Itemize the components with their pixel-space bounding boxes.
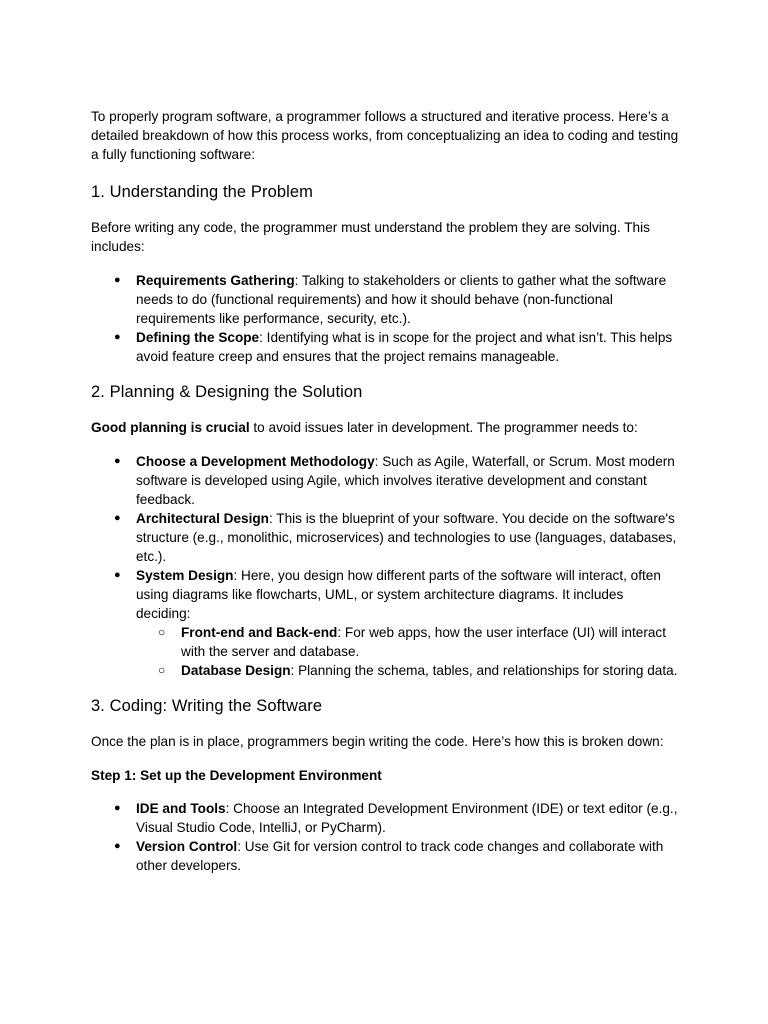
list-item-text: : Identifying what is in scope for the project and what isn’t. This helps avoid feature creep and ensures that the project remains manageable. — [136, 330, 673, 364]
hollow-bullet-icon: ○ — [158, 625, 166, 639]
list-item-term: Defining the Scope — [136, 330, 260, 345]
list-item-text: : Use Git for version control to track code changes and collaborate with other developers. — [136, 839, 664, 873]
list-item — [91, 566, 680, 680]
list-item — [91, 837, 680, 875]
step-heading: Step 1: Set up the Development Environment — [91, 768, 382, 783]
intro-paragraph: To properly program software, a programmer follows a structured and iterative process. Here’s a detailed breakdown of how this process works, from conceptualizing an idea to coding and testing a fully functioning software: — [91, 109, 679, 162]
sub-list-item-term: Front-end and Back-end — [181, 625, 338, 640]
section3-paragraph: Once the plan is in place, programmers begin writing the code. Here’s how this is broken down: — [91, 734, 664, 749]
list-item-text: : Here, you design how different parts of the software will interact, often using diagrams like flowcharts, UML, or system architecture diagrams. It includes deciding: — [136, 568, 661, 621]
sub-list-item — [136, 661, 680, 680]
list-item-term: Architectural Design — [136, 511, 269, 526]
section-heading-understanding: 1. Understanding the Problem — [91, 183, 314, 201]
list-item-term: IDE and Tools — [136, 801, 226, 816]
sub-list — [136, 623, 680, 680]
list-item — [91, 271, 680, 328]
bullet-icon: ● — [114, 569, 121, 581]
sub-list-item-term: Database Design — [181, 663, 291, 678]
section1-paragraph: Before writing any code, the programmer must understand the problem they are solving. This includes: — [91, 220, 650, 254]
list-item-text: : Talking to stakeholders or clients to gather what the software needs to do (functional requirements) and how it should behave (non-functional requirements like performance, security, etc.). — [136, 273, 667, 326]
sub-list-item-text: : For web apps, how the user interface (UI) will interact with the server and database. — [181, 625, 666, 659]
list-item-text: : This is the blueprint of your software. You decide on the software's structure (e.g., monolithic, microservices) and technologies to use (languages, databases, etc.). — [136, 511, 677, 564]
bullet-icon: ● — [114, 331, 121, 343]
bullet-icon: ● — [114, 274, 121, 286]
list-item — [91, 328, 680, 366]
bullet-icon: ● — [114, 840, 121, 852]
section-heading-coding: 3. Coding: Writing the Software — [91, 697, 323, 715]
list-item-text: : Choose an Integrated Development Environment (IDE) or text editor (e.g., Visual Studio Code, IntelliJ, or PyCharm). — [136, 801, 678, 835]
bullet-icon: ● — [114, 802, 121, 814]
section2-paragraph — [91, 418, 680, 437]
section3-list — [91, 799, 680, 875]
sub-list-item — [136, 623, 680, 661]
bullet-icon: ● — [114, 512, 121, 524]
list-item — [91, 799, 680, 837]
list-item — [91, 452, 680, 509]
list-item-term: Choose a Development Methodology — [136, 454, 375, 469]
list-item-term: System Design — [136, 568, 234, 583]
bullet-icon: ● — [114, 455, 121, 467]
section2-paragraph-rest: to avoid issues later in development. The programmer needs to: — [249, 420, 638, 435]
hollow-bullet-icon: ○ — [158, 663, 166, 677]
section1-list — [91, 271, 680, 366]
section2-paragraph-bold: Good planning is crucial — [91, 420, 250, 435]
list-item-term: Requirements Gathering — [136, 273, 295, 288]
list-item-text: : Such as Agile, Waterfall, or Scrum. Most modern software is developed using Agile, which involves iterative development and constant feedback. — [136, 454, 675, 507]
sub-list-item-text: : Planning the schema, tables, and relationships for storing data. — [290, 663, 678, 678]
section-heading-planning: 2. Planning & Designing the Solution — [91, 383, 363, 401]
section2-list — [91, 452, 680, 680]
list-item — [91, 509, 680, 566]
list-item-term: Version Control — [136, 839, 238, 854]
